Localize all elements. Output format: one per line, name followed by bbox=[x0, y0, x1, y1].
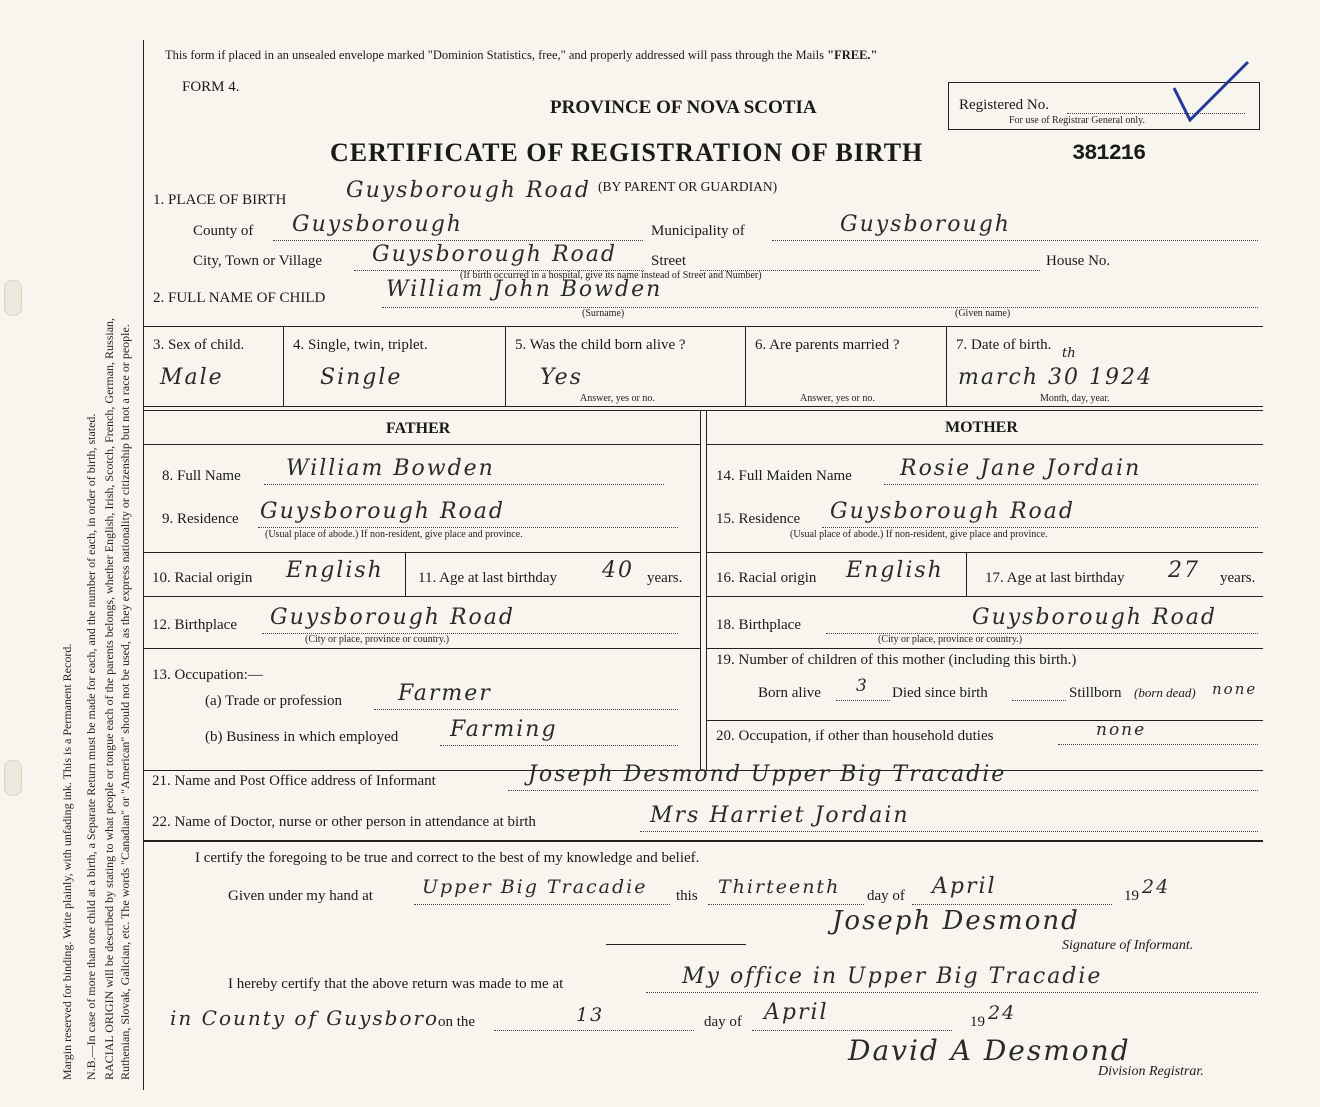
given-place-value: Upper Big Tracadie bbox=[422, 876, 648, 898]
county-line bbox=[273, 240, 643, 241]
column-divider bbox=[706, 410, 707, 770]
mother-name-label: 14. Full Maiden Name bbox=[716, 468, 852, 484]
mother-age-value: 27 bbox=[1168, 558, 1200, 583]
father-heading: FATHER bbox=[386, 420, 451, 437]
dob-label: 7. Date of birth. bbox=[956, 337, 1052, 353]
plurality-label: 4. Single, twin, triplet. bbox=[293, 337, 428, 353]
house-no-label: House No. bbox=[1046, 253, 1111, 269]
month-line bbox=[912, 904, 1112, 905]
sex-value: Male bbox=[160, 365, 224, 390]
given-place-line bbox=[414, 904, 670, 905]
registrar-place-line bbox=[646, 992, 1258, 993]
divider bbox=[745, 326, 746, 406]
registrar-day-line bbox=[494, 1030, 694, 1031]
province-heading: PROVINCE OF NOVA SCOTIA bbox=[550, 97, 817, 118]
child-name-line bbox=[382, 307, 1258, 308]
surname-note: (Surname) bbox=[582, 308, 625, 319]
father-residence-line bbox=[258, 527, 678, 528]
informant-value: Joseph Desmond Upper Big Tracadie bbox=[528, 762, 1007, 787]
divider bbox=[143, 840, 1263, 842]
divider bbox=[606, 944, 746, 945]
by-parent-note: (BY PARENT OR GUARDIAN) bbox=[598, 179, 778, 194]
given-name-note: (Given name) bbox=[955, 308, 1011, 319]
registrar-use-note: For use of Registrar General only. bbox=[1009, 115, 1145, 126]
dob-suffix: th bbox=[1062, 346, 1076, 361]
informant-line bbox=[508, 790, 1258, 791]
registrar-year-prefix: 19 bbox=[970, 1014, 985, 1030]
mother-birthplace-label: 18. Birthplace bbox=[716, 617, 801, 633]
born-alive-note: Answer, yes or no. bbox=[580, 393, 655, 404]
mother-age-label: 17. Age at last birthday bbox=[985, 570, 1125, 586]
born-alive-count-value: 3 bbox=[856, 676, 869, 696]
business-value: Farming bbox=[450, 717, 558, 742]
divider bbox=[143, 410, 1263, 411]
informant-signature: Joseph Desmond bbox=[832, 906, 1080, 936]
child-name-label: 2. FULL NAME OF CHILD bbox=[153, 290, 326, 306]
father-race-label: 10. Racial origin bbox=[152, 570, 253, 586]
born-alive-label: 5. Was the child born alive ? bbox=[515, 337, 686, 353]
divider bbox=[405, 552, 406, 596]
divider bbox=[706, 648, 1263, 649]
divider bbox=[706, 552, 1263, 553]
divider bbox=[946, 326, 947, 406]
mother-occupation-line bbox=[1058, 744, 1258, 745]
dob-note: Month, day, year. bbox=[1040, 393, 1110, 404]
divider bbox=[143, 552, 700, 553]
informant-label: 21. Name and Post Office address of Informant bbox=[152, 773, 436, 789]
father-name-value: William Bowden bbox=[286, 456, 495, 481]
municipality-label: Municipality of bbox=[651, 223, 745, 239]
city-label: City, Town or Village bbox=[193, 253, 323, 269]
given-year-value: 24 bbox=[1142, 876, 1171, 898]
county-label: County of bbox=[193, 223, 254, 239]
margin-note-1: Margin reserved for binding. Write plainly, with unfading ink. This is a Permanent Record. bbox=[60, 643, 74, 1080]
married-label: 6. Are parents married ? bbox=[755, 337, 900, 353]
trade-label: (a) Trade or profession bbox=[205, 693, 343, 709]
attendant-label: 22. Name of Doctor, nurse or other person in attendance at birth bbox=[152, 814, 536, 830]
father-age-label: 11. Age at last birthday bbox=[418, 570, 557, 586]
mother-race-label: 16. Racial origin bbox=[716, 570, 817, 586]
stillborn-note: (born dead) bbox=[1134, 685, 1196, 700]
informant-signature-label: Signature of Informant. bbox=[1062, 938, 1194, 953]
attendant-line bbox=[640, 831, 1258, 832]
registrar-day-of-label: day of bbox=[704, 1014, 742, 1030]
certify-statement: I certify the foregoing to be true and correct to the best of my knowledge and belief. bbox=[195, 850, 700, 866]
plurality-value: Single bbox=[320, 365, 403, 390]
father-residence-value: Guysborough Road bbox=[260, 499, 505, 524]
sex-label: 3. Sex of child. bbox=[153, 337, 245, 353]
born-alive-count-line bbox=[836, 700, 890, 701]
street-label: Street bbox=[651, 253, 686, 269]
day-of-label: day of bbox=[867, 888, 905, 904]
registrar-signature-label: Division Registrar. bbox=[1098, 1064, 1204, 1079]
stillborn-label: Stillborn bbox=[1069, 685, 1122, 701]
divider bbox=[143, 326, 1263, 327]
dob-value: march 30 1924 bbox=[958, 365, 1153, 390]
children-count-label: 19. Number of children of this mother (including this birth.) bbox=[716, 652, 1077, 668]
mother-residence-value: Guysborough Road bbox=[830, 499, 1075, 524]
father-birthplace-note: (City or place, province or country.) bbox=[305, 634, 450, 645]
child-name-value: William John Bowden bbox=[386, 277, 663, 302]
mother-race-value: English bbox=[846, 558, 944, 583]
mother-occupation-label: 20. Occupation, if other than household duties bbox=[716, 728, 994, 744]
place-of-birth-label: 1. PLACE OF BIRTH bbox=[153, 192, 287, 208]
hospital-note: (If birth occurred in a hospital, give its name instead of Street and Number) bbox=[460, 270, 762, 281]
divider bbox=[706, 720, 1263, 721]
mother-age-unit: years. bbox=[1220, 570, 1256, 586]
given-under-label: Given under my hand at bbox=[228, 888, 373, 904]
divider bbox=[706, 596, 1263, 597]
divider bbox=[706, 444, 1263, 445]
check-mark-icon bbox=[1170, 58, 1254, 128]
father-residence-note: (Usual place of abode.) If non-resident, give place and province. bbox=[265, 529, 523, 540]
registrar-county-value: in County of Guysboro bbox=[170, 1006, 440, 1030]
divider bbox=[143, 648, 700, 649]
municipality-line bbox=[772, 240, 1258, 241]
father-age-value: 40 bbox=[602, 558, 634, 583]
form-number: FORM 4. bbox=[182, 79, 240, 95]
attendant-value: Mrs Harriet Jordain bbox=[650, 803, 910, 828]
registrar-signature: David A Desmond bbox=[848, 1034, 1131, 1067]
divider bbox=[505, 326, 506, 406]
given-day-value: Thirteenth bbox=[718, 876, 841, 898]
father-residence-label: 9. Residence bbox=[162, 511, 239, 527]
divider bbox=[143, 596, 700, 597]
registrar-month-line bbox=[752, 1030, 952, 1031]
registered-no-label: Registered No. bbox=[959, 97, 1049, 113]
father-birthplace-label: 12. Birthplace bbox=[152, 617, 237, 633]
place-of-birth-value: Guysborough Road bbox=[346, 178, 591, 203]
this-label: this bbox=[676, 888, 698, 904]
father-birthplace-value: Guysborough Road bbox=[270, 605, 515, 630]
trade-value: Farmer bbox=[398, 681, 492, 706]
registrar-year-value: 24 bbox=[988, 1002, 1017, 1024]
divider bbox=[966, 552, 967, 596]
mother-occupation-value: none bbox=[1096, 720, 1147, 740]
stamp-number: 381216 bbox=[1072, 141, 1146, 166]
year-prefix: 19 bbox=[1124, 888, 1139, 904]
registrar-month-value: April bbox=[764, 1000, 829, 1025]
margin-note-2: N.B.—In case of more than one child at a birth, a Separate Return must be made for each, and the number of each, in order of birth, stated. bbox=[84, 413, 98, 1080]
born-alive-count-label: Born alive bbox=[758, 685, 821, 701]
registrar-day-value: 13 bbox=[576, 1004, 605, 1026]
business-line bbox=[440, 745, 678, 746]
registrar-statement: I hereby certify that the above return was made to me at bbox=[228, 976, 564, 992]
died-since-birth-line bbox=[1012, 700, 1066, 701]
on-the-label: on the bbox=[438, 1014, 476, 1030]
mail-notice: This form if placed in an unsealed envelope marked "Dominion Statistics, free," and properly addressed will pass through the Mails "FREE." bbox=[165, 48, 878, 62]
binding-hole bbox=[4, 760, 22, 796]
day-line bbox=[708, 904, 864, 905]
father-name-label: 8. Full Name bbox=[162, 468, 241, 484]
divider bbox=[283, 326, 284, 406]
municipality-value: Guysborough bbox=[840, 212, 1011, 237]
mother-name-line bbox=[884, 484, 1258, 485]
county-value: Guysborough bbox=[292, 212, 463, 237]
mother-residence-label: 15. Residence bbox=[716, 511, 801, 527]
divider bbox=[143, 444, 700, 445]
stillborn-value: none bbox=[1212, 680, 1258, 698]
died-since-birth-label: Died since birth bbox=[892, 685, 988, 701]
divider bbox=[143, 406, 1263, 407]
mother-residence-note: (Usual place of abode.) If non-resident, give place and province. bbox=[790, 529, 1048, 540]
trade-line bbox=[374, 709, 678, 710]
father-race-value: English bbox=[286, 558, 384, 583]
mother-birthplace-value: Guysborough Road bbox=[972, 605, 1217, 630]
given-month-value: April bbox=[932, 874, 997, 899]
column-divider bbox=[700, 410, 701, 770]
registrar-place-value: My office in Upper Big Tracadie bbox=[682, 964, 1103, 989]
mother-birthplace-note: (City or place, province or country.) bbox=[878, 634, 1023, 645]
mother-name-value: Rosie Jane Jordain bbox=[900, 456, 1142, 481]
form-left-border bbox=[143, 40, 144, 1090]
father-age-unit: years. bbox=[647, 570, 683, 586]
occupation-label: 13. Occupation:— bbox=[152, 667, 263, 683]
margin-note-3: RACIAL ORIGIN will be described by stating to what people or tongue each of the parents belongs, whether English, Irish, Scotch, French, German, Russian, bbox=[102, 317, 116, 1080]
mother-heading: MOTHER bbox=[945, 419, 1018, 436]
margin-note-4: Ruthenian, Slovak, Galician, etc. The words "Canadian" or "American" should not be used, as they express nationality or citizenship but not a race or people. bbox=[118, 324, 132, 1080]
business-label: (b) Business in which employed bbox=[205, 729, 399, 745]
binding-hole bbox=[4, 280, 22, 316]
married-note: Answer, yes or no. bbox=[800, 393, 875, 404]
certificate-title: CERTIFICATE OF REGISTRATION OF BIRTH bbox=[330, 138, 924, 167]
father-name-line bbox=[264, 484, 664, 485]
mother-residence-line bbox=[822, 527, 1258, 528]
city-value: Guysborough Road bbox=[372, 242, 617, 267]
born-alive-value: Yes bbox=[540, 365, 583, 390]
